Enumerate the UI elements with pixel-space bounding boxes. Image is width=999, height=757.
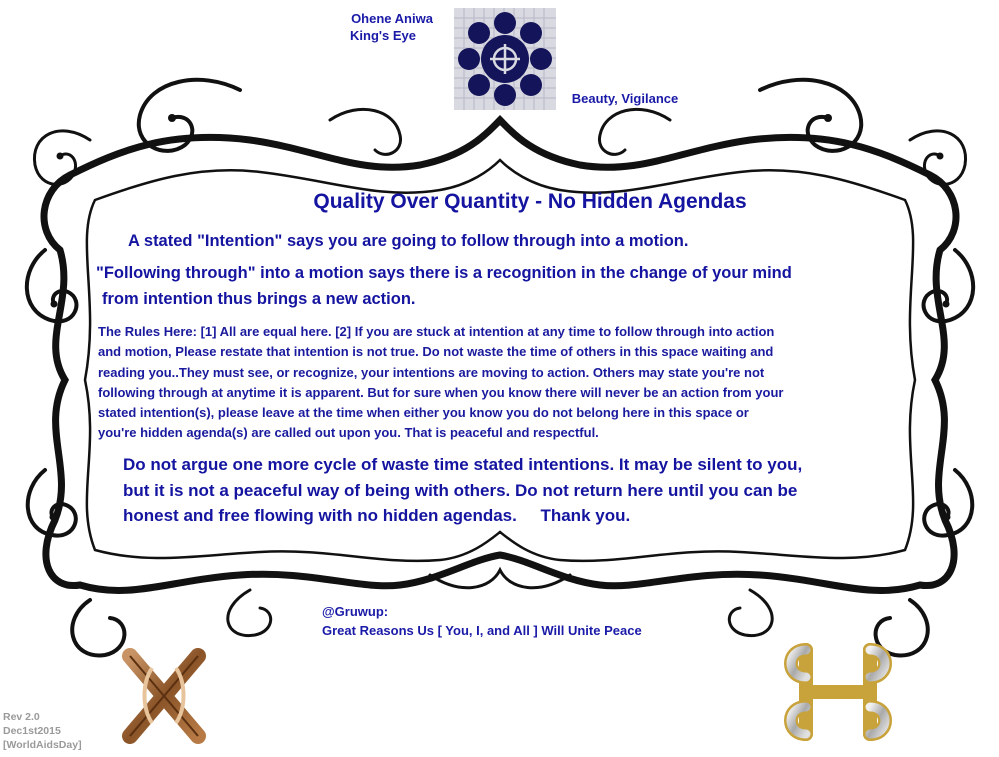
rules-line: reading you..They must see, or recognize, your intentions are moving to action. Others may state you're not	[98, 364, 765, 380]
intro-line-3: from intention thus brings a new action.	[102, 290, 416, 308]
flourish-right-side	[924, 250, 974, 321]
closing-line-3: honest and free flowing with no hidden agendas. Thank you.	[123, 506, 631, 525]
flourish-left-side	[27, 250, 77, 321]
ohene-aniwa-symbol-icon	[454, 8, 556, 110]
flourish-top-mid-right	[599, 109, 670, 154]
rules-line: following through at anytime it is apparent. But for sure when you know there will never be an action from your	[98, 384, 784, 400]
symbol-name: Ohene Aniwa	[351, 11, 433, 26]
silver-gold-symbol-icon	[778, 632, 898, 752]
revision-date: Dec1st2015	[3, 725, 61, 737]
flourish-bottom-left-2	[228, 590, 271, 636]
intro-line-2: "Following through" into a motion says there is a recognition in the change of your mind	[96, 264, 792, 282]
flourish-bottom-right-2	[729, 590, 772, 636]
symbol-translation: King's Eye	[350, 28, 416, 43]
revision-version: Rev 2.0	[3, 711, 40, 723]
revision-note	[3, 710, 82, 752]
signature-block	[322, 602, 642, 640]
closing-block	[123, 452, 802, 529]
rules-line: and motion, Please restate that intention is not true. Do not waste the time of others in this space waiting and	[98, 344, 774, 360]
signature-acronym: Great Reasons Us [ You, I, and All ] Will Unite Peace	[322, 623, 642, 638]
bronze-knot-symbol-icon	[112, 638, 216, 754]
closing-line-2: but it is not a peaceful way of being with others. Do not return here until you can be	[123, 480, 798, 500]
rules-line: The Rules Here: [1] All are equal here. [2] If you are stuck at intention at any time to follow through into action	[98, 324, 775, 339]
closing-line-1: Do not argue one more cycle of waste time stated intentions. It may be silent to you,	[123, 455, 803, 474]
rules-block	[98, 322, 898, 444]
rules-line: you're hidden agenda(s) are called out upon you. That is peaceful and respectful.	[98, 425, 599, 441]
intro-line-1: A stated "Intention" says you are going to follow through into a motion.	[128, 232, 689, 250]
page-title: Quality Over Quantity - No Hidden Agendas	[313, 190, 747, 213]
revision-occasion: [WorldAidsDay]	[3, 739, 82, 751]
rules-line: stated intention(s), please leave at the time when either you know you do not belong here in this space or	[98, 405, 749, 421]
symbol-meaning: Beauty, Vigilance	[571, 91, 679, 106]
symbol-name-label	[330, 10, 454, 44]
signature-handle: @Gruwup:	[322, 604, 389, 619]
flourish-top-mid-left	[330, 109, 401, 154]
